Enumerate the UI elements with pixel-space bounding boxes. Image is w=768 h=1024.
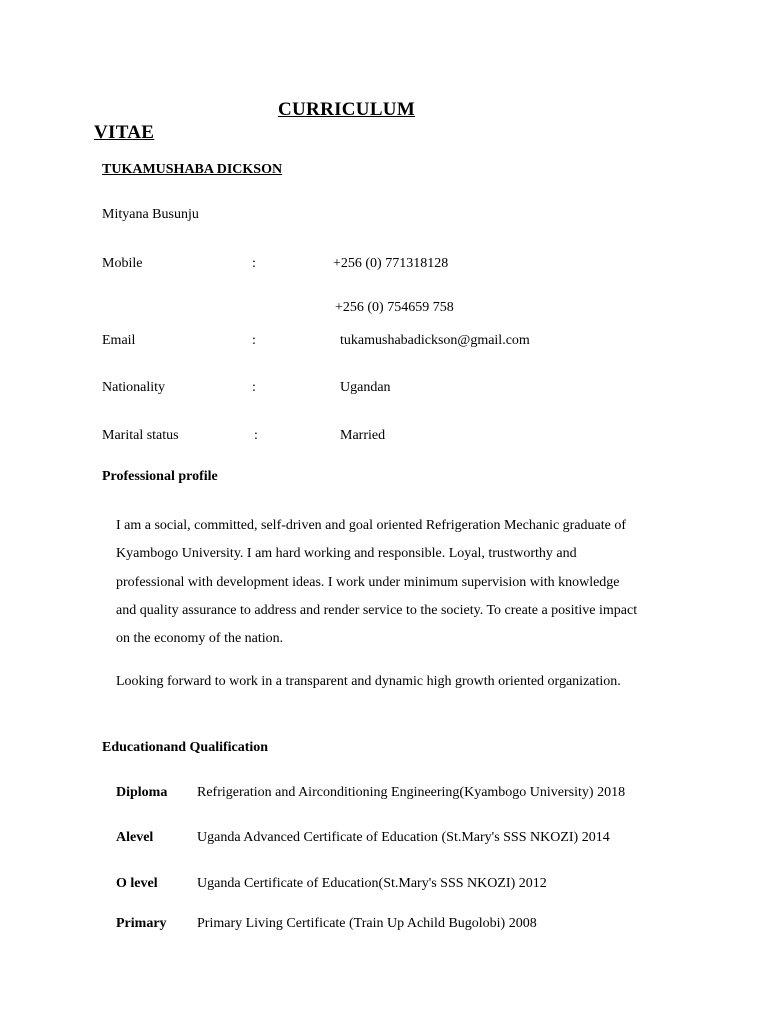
education-detail-diploma: Refrigeration and Airconditioning Engineering(Kyambogo University) 2018 xyxy=(197,785,626,800)
page-title-line-1: CURRICULUM xyxy=(278,99,416,120)
marital-status-colon: : xyxy=(254,428,258,443)
education-heading: Educationand Qualification xyxy=(102,740,269,755)
education-level-diploma: Diploma xyxy=(116,785,168,800)
nationality-value: Ugandan xyxy=(340,380,391,395)
profile-line: I am a social, committed, self-driven and goal oriented Refrigeration Mechanic graduate of xyxy=(116,518,627,533)
email-label: Email xyxy=(102,333,136,348)
profile-line: on the economy of the nation. xyxy=(116,631,284,647)
profile-heading: Professional profile xyxy=(102,469,218,484)
profile-closing: Looking forward to work in a transparent and dynamic high growth oriented organization. xyxy=(116,674,621,689)
email-value: tukamushabadickson@gmail.com xyxy=(340,333,530,348)
education-level-primary: Primary xyxy=(116,916,167,931)
profile-line: and quality assurance to address and render service to the society. To create a positive impact xyxy=(116,602,638,618)
email-colon: : xyxy=(252,333,256,348)
marital-status-label: Marital status xyxy=(102,428,179,443)
mobile-label: Mobile xyxy=(102,256,143,271)
mobile-colon: : xyxy=(252,256,256,271)
profile-line: professional with development ideas. I work under minimum supervision with knowledge xyxy=(116,574,620,590)
address: Mityana Busunju xyxy=(102,207,199,222)
candidate-name: TUKAMUSHABA DICKSON xyxy=(102,162,283,177)
mobile-value-1: +256 (0) 771318128 xyxy=(333,256,449,271)
profile-paragraph xyxy=(116,512,661,653)
nationality-colon: : xyxy=(252,380,256,395)
nationality-label: Nationality xyxy=(102,380,165,395)
page-title-line-2: VITAE xyxy=(94,122,155,143)
education-level-olevel: O level xyxy=(116,876,158,891)
mobile-value-2: +256 (0) 754659 758 xyxy=(335,300,454,315)
profile-line: Kyambogo University. I am hard working and responsible. Loyal, trustworthy and xyxy=(116,546,577,562)
education-detail-alevel: Uganda Advanced Certificate of Education (St.Mary's SSS NKOZI) 2014 xyxy=(197,830,610,845)
education-level-alevel: Alevel xyxy=(116,830,154,845)
education-detail-primary: Primary Living Certificate (Train Up Achild Bugolobi) 2008 xyxy=(197,916,537,931)
education-detail-olevel: Uganda Certificate of Education(St.Mary's SSS NKOZI) 2012 xyxy=(197,876,547,891)
marital-status-value: Married xyxy=(340,428,386,443)
